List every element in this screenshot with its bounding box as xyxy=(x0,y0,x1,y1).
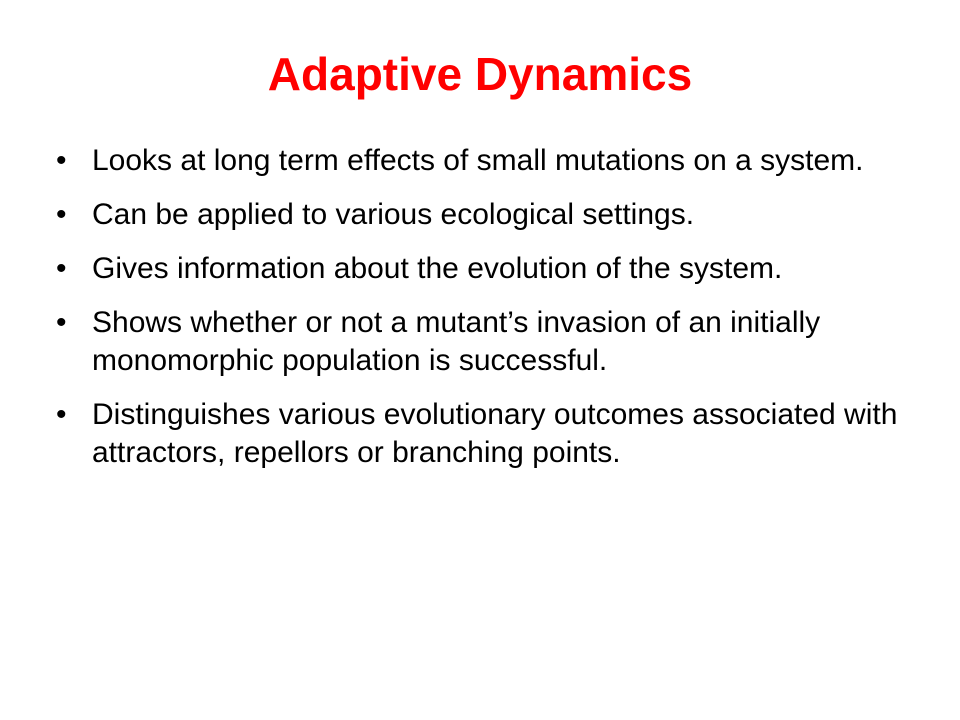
bullet-item xyxy=(48,250,918,288)
bullet-list xyxy=(48,142,918,488)
bullet-text: Gives information about the evolution of the system. xyxy=(92,252,783,285)
bullet-icon: • xyxy=(56,398,67,431)
bullet-text: Distinguishes various evolutionary outcomes associated with attractors, repellors or branching points. xyxy=(92,398,898,469)
bullet-icon: • xyxy=(56,306,67,339)
bullet-item xyxy=(48,142,918,180)
bullet-icon: • xyxy=(56,144,67,177)
slide-title: Adaptive Dynamics xyxy=(267,48,693,100)
bullet-text: Can be applied to various ecological settings. xyxy=(92,198,695,231)
bullet-text: Looks at long term effects of small mutations on a system. xyxy=(92,144,864,177)
bullet-icon: • xyxy=(56,198,67,231)
bullet-item xyxy=(48,304,918,380)
bullet-icon: • xyxy=(56,252,67,285)
bullet-item xyxy=(48,396,918,472)
bullet-text: Shows whether or not a mutant’s invasion of an initially monomorphic population is successful. xyxy=(92,306,821,377)
bullet-item xyxy=(48,196,918,234)
